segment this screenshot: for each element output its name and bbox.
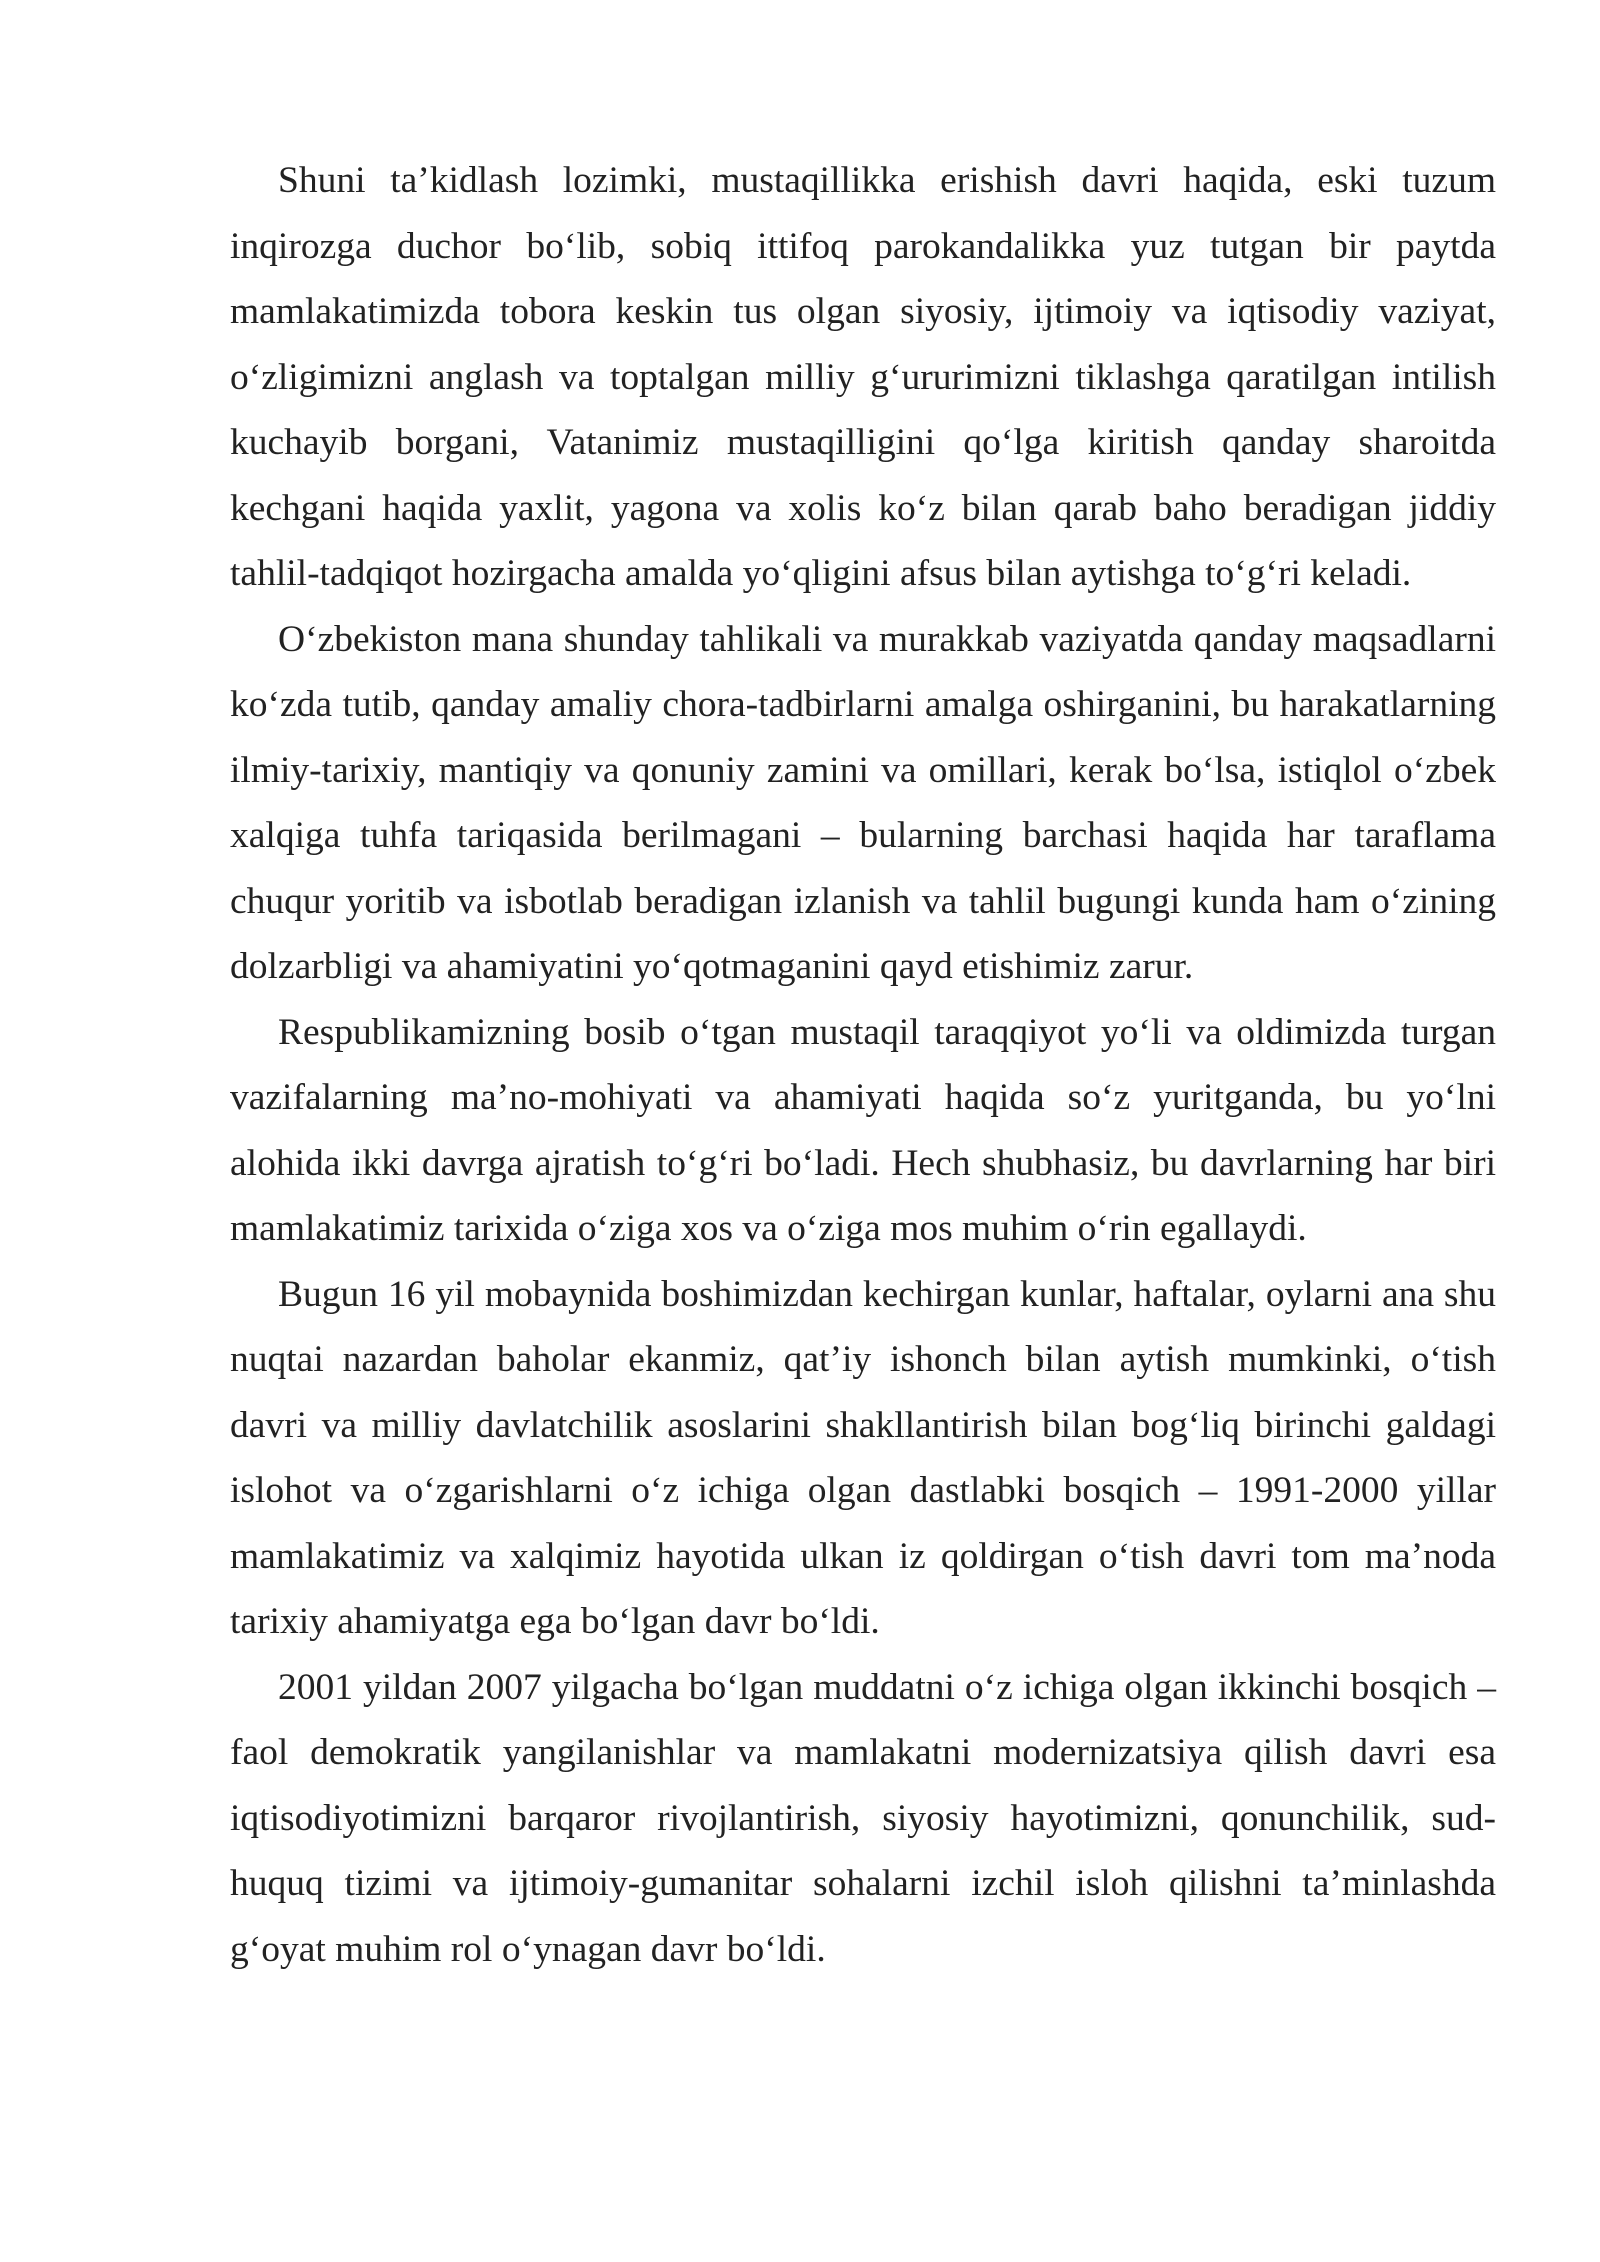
document-page <box>230 148 1496 1982</box>
paragraph-5: 2001 yildan 2007 yilgacha bo‘lgan muddatni o‘z ichiga olgan ikkinchi bosqich – faol demokratik yangilanishlar va mamlakatni modernizatsiya qilish davri esa iqtisodiyotimizni barqaror rivojlantirish, siyosiy hayotimizni, qonunchilik, sud-huquq tizimi va ijtimoiy-gumanitar sohalarni izchil isloh qilishni ta’minlashda g‘oyat muhim rol o‘ynagan davr bo‘ldi. <box>230 1666 1496 1970</box>
paragraph-2: O‘zbekiston mana shunday tahlikali va murakkab vaziyatda qanday maqsadlarni ko‘zda tutib, qanday amaliy chora-tadbirlarni amalga oshirganini, bu harakatlarning ilmiy-tarixiy, mantiqiy va qonuniy zamini va omillari, kerak bo‘lsa, istiqlol o‘zbek xalqiga tuhfa tariqasida berilmagani – bularning barchasi haqida har taraflama chuqur yoritib va isbotlab beradigan izlanish va tahlil bugungi kunda ham o‘zining dolzarbligi va ahamiyatini yo‘qotmaganini qayd etishimiz zarur. <box>230 618 1496 987</box>
paragraph-3: Respublikamizning bosib o‘tgan mustaqil taraqqiyot yo‘li va oldimizda turgan vazifalarning ma’no-mohiyati va ahamiyati haqida so‘z yuritganda, bu yo‘lni alohida ikki davrga ajratish to‘g‘ri bo‘ladi. Hech shubhasiz, bu davrlarning har biri mamlakatimiz tarixida o‘ziga xos va o‘ziga mos muhim o‘rin egallaydi. <box>230 1011 1496 1249</box>
paragraph-4: Bugun 16 yil mobaynida boshimizdan kechirgan kunlar, haftalar, oylarni ana shu nuqtai nazardan baholar ekanmiz, qat’iy ishonch bilan aytish mumkinki, o‘tish davri va milliy davlatchilik asoslarini shakllantirish bilan bog‘liq birinchi galdagi islohot va o‘zgarishlarni o‘z ichiga olgan dastlabki bosqich – 1991-2000 yillar mamlakatimiz va xalqimiz hayotida ulkan iz qoldirgan o‘tish davri tom ma’noda tarixiy ahamiyatga ega bo‘lgan davr bo‘ldi. <box>230 1273 1496 1642</box>
paragraph-1: Shuni ta’kidlash lozimki, mustaqillikka erishish davri haqida, eski tuzum inqirozga duchor bo‘lib, sobiq ittifoq parokandalikka yuz tutgan bir paytda mamlakatimizda tobora keskin tus olgan siyosiy, ijtimoiy va iqtisodiy vaziyat, o‘zligimizni anglash va toptalgan milliy g‘ururimizni tiklashga qaratilgan intilish kuchayib borgani, Vatanimiz mustaqilligini qo‘lga kiritish qanday sharoitda kechgani haqida yaxlit, yagona va xolis ko‘z bilan qarab baho beradigan jiddiy tahlil-tadqiqot hozirgacha amalda yo‘qligini afsus bilan aytishga to‘g‘ri keladi. <box>230 160 1496 594</box>
